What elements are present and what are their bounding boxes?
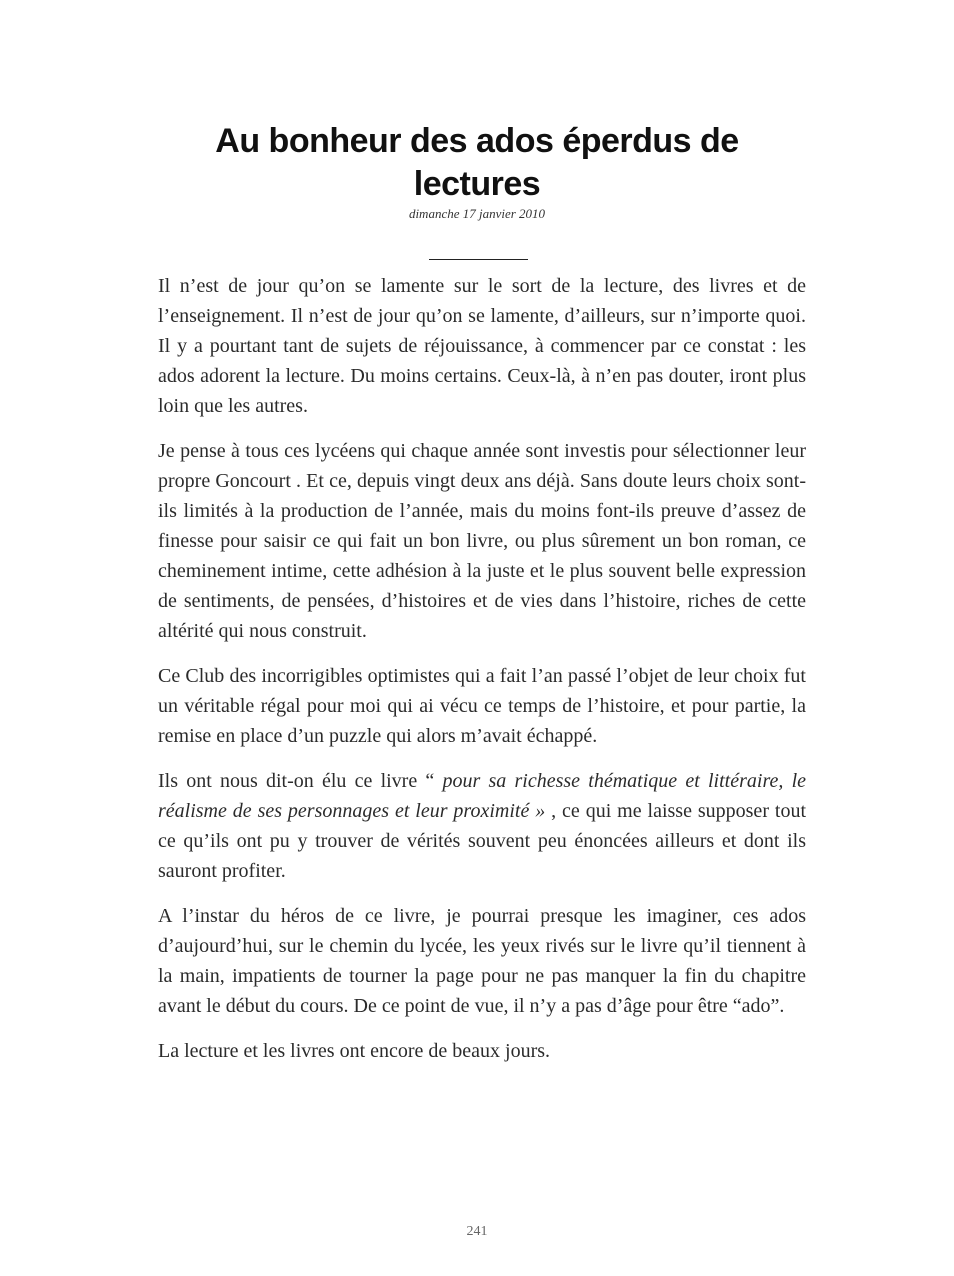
article-body	[158, 271, 806, 1081]
paragraph: A l’instar du héros de ce livre, je pourrai presque les imaginer, ces ados d’aujourd’hui, sur le chemin du lycée, les yeux rivés sur le livre qu’il tiennent à la main, impatients de tourner la page pour ne pas manquer la fin du chapitre avant le début du cours. De ce point de vue, il n’y a pas d’âge pour être “ado”.	[158, 905, 806, 1017]
paragraph-text: Ils ont nous dit-on élu ce livre “	[158, 770, 443, 792]
page-number: 241	[466, 1224, 488, 1239]
separator-rule	[429, 259, 528, 260]
paragraph-text: , ce qui me laisse supposer tout ce qu’ils ont pu y trouver de vérités souvent peu énoncées ailleurs et dont ils sauront profiter.	[158, 800, 806, 882]
paragraph: Ce Club des incorrigibles optimistes qui a fait l’an passé l’objet de leur choix fut un véritable régal pour moi qui ai vécu ce temps de l’histoire, et pour partie, la remise en place d’un puzzle qui alors m’avait échappé.	[158, 665, 806, 747]
quote-text: pour sa richesse thématique et littéraire, le réalisme de ses personnages et leur proximité »	[158, 770, 807, 822]
article-title: Au bonheur des ados éperdus de lectures	[215, 122, 739, 203]
paragraph	[158, 766, 806, 886]
paragraph: Il n’est de jour qu’on se lamente sur le sort de la lecture, des livres et de l’enseignement. Il n’est de jour qu’on se lamente, d’ailleurs, sur n’importe quoi. Il y a pourtant tant de sujets de réjouissance, à commencer par ce constat : les ados adorent la lecture. Du moins certains. Ceux-là, à n’en pas douter, iront plus loin que les autres.	[158, 275, 806, 417]
paragraph: La lecture et les livres ont encore de beaux jours.	[158, 1040, 551, 1062]
paragraph: Je pense à tous ces lycéens qui chaque année sont investis pour sélectionner leur propre Goncourt . Et ce, depuis vingt deux ans déjà. Sans doute leurs choix sont-ils limités à la production de l’année, mais du moins font-ils preuve d’assez de finesse pour saisir ce qui fait un bon livre, ou plus sûrement un bon roman, ce cheminement intime, cette adhésion à la juste et le plus souvent belle expression de sentiments, de pensées, d’histoires et de vies dans l’histoire, riches de cette altérité qui nous construit.	[158, 440, 806, 642]
article-date: dimanche 17 janvier 2010	[408, 206, 546, 221]
